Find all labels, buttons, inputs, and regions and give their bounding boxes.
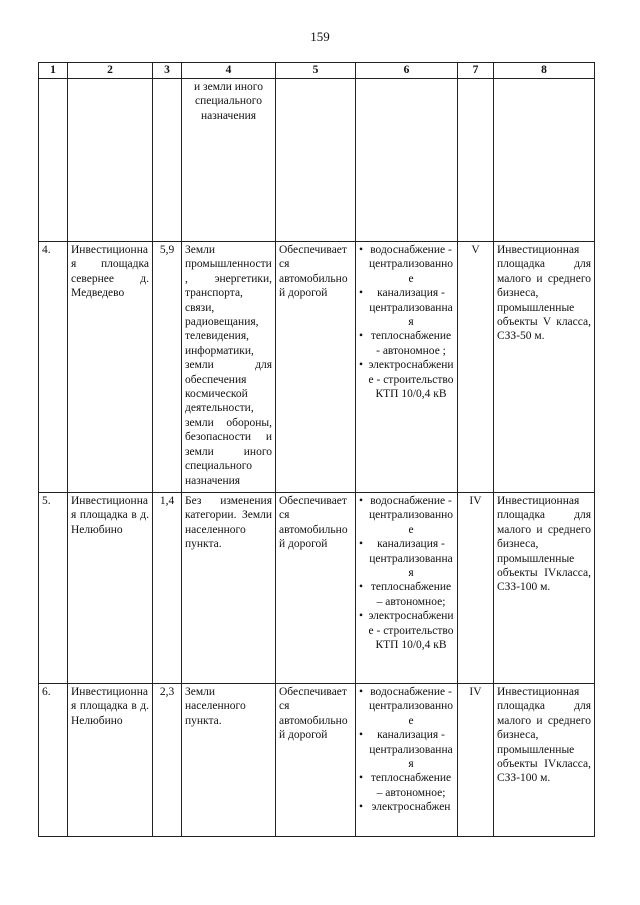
category-cell: и земли иного специального назначения [182, 79, 276, 242]
column-header: 6 [356, 63, 458, 79]
road-access: Обеспечивается автомобильной дорогой [276, 684, 356, 837]
site-area: 2,3 [153, 684, 182, 837]
column-header: 1 [39, 63, 68, 79]
utility-item: • канализация - централизованная [359, 286, 454, 329]
table-cell [276, 79, 356, 242]
row-number: 4. [39, 242, 68, 493]
column-header: 7 [458, 63, 494, 79]
utility-item: • водоснабжение - централизованное [359, 494, 454, 537]
utility-item: • водоснабжение - централизованное [359, 685, 454, 728]
utilities-cell [356, 493, 458, 684]
utility-item: • теплоснабжение – автономное; [359, 771, 454, 800]
table-cell [494, 79, 595, 242]
land-category: Без изменения категории. Земли населенного пункта. [182, 493, 276, 684]
utility-item: • электроснабжение - строительство КТП 10/0,4 кВ [359, 609, 454, 652]
row-number: 5. [39, 493, 68, 684]
table-row [39, 684, 595, 837]
utility-item: • электроснабжен [359, 800, 454, 814]
page-number: 159 [310, 29, 330, 44]
utility-item: • теплоснабжение - автономное ; [359, 329, 454, 358]
site-name: Инвестиционная площадка в д. Нелюбино [68, 493, 153, 684]
site-purpose: Инвестиционная площадка для малого и среднего бизнеса, промышленные объекты V класса, СЗЗ-50 м. [494, 242, 595, 493]
utilities-list [359, 243, 454, 401]
site-name: Инвестиционная площадка севернее д. Медведево [68, 242, 153, 493]
utility-item: • канализация - централизованная [359, 537, 454, 580]
column-header: 2 [68, 63, 153, 79]
table-cell [68, 79, 153, 242]
table-cell [458, 79, 494, 242]
land-category: Земли промышленности, энергетики, транспорта, связи, радиовещания, телевидения, информатики, земли для обеспечения космической деятельности, земли обороны, безопасности и земли иного специального назначения [182, 242, 276, 493]
row-number: 6. [39, 684, 68, 837]
road-access: Обеспечивается автомобильной дорогой [276, 493, 356, 684]
utility-item: • канализация - централизованная [359, 728, 454, 771]
column-header: 8 [494, 63, 595, 79]
hazard-class: V [458, 242, 494, 493]
site-area: 1,4 [153, 493, 182, 684]
table-row [39, 493, 595, 684]
utility-item: • водоснабжение - централизованное [359, 243, 454, 286]
column-header: 3 [153, 63, 182, 79]
table-row [39, 242, 595, 493]
table-cell [153, 79, 182, 242]
utility-item: • электроснабжение - строительство КТП 10/0,4 кВ [359, 358, 454, 401]
utilities-list [359, 494, 454, 652]
utility-item: • теплоснабжение – автономное; [359, 580, 454, 609]
road-access: Обеспечивается автомобильной дорогой [276, 242, 356, 493]
utilities-cell [356, 242, 458, 493]
utilities-list [359, 685, 454, 815]
investment-sites-table [38, 62, 595, 837]
column-header: 4 [182, 63, 276, 79]
site-purpose: Инвестиционная площадка для малого и среднего бизнеса, промышленные объекты IVкласса, СЗЗ-100 м. [494, 684, 595, 837]
table-cell [39, 79, 68, 242]
land-category: Земли населенного пункта. [182, 684, 276, 837]
hazard-class: IV [458, 493, 494, 684]
site-name: Инвестиционная площадка в д. Нелюбино [68, 684, 153, 837]
site-purpose: Инвестиционная площадка для малого и среднего бизнеса, промышленные объекты IVкласса, СЗЗ-100 м. [494, 493, 595, 684]
header-row [39, 63, 595, 79]
utilities-cell [356, 684, 458, 837]
table-row-continued [39, 79, 595, 242]
site-area: 5,9 [153, 242, 182, 493]
column-header: 5 [276, 63, 356, 79]
table-cell [356, 79, 458, 242]
hazard-class: IV [458, 684, 494, 837]
